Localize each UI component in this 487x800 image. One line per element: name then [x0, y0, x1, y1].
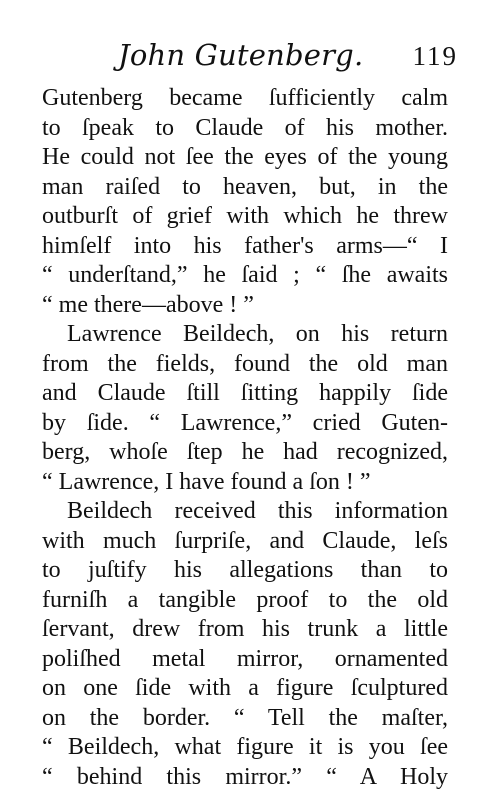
text-line: to ſpeak to Claude of his mother.: [42, 114, 448, 141]
text-line: furniſh a tangible proof to the old: [42, 586, 448, 613]
text-line: himſelf into his father's arms—“ I: [42, 232, 448, 259]
text-line: ſervant, drew from his trunk a little: [42, 616, 448, 642]
running-head: [118, 38, 458, 84]
text-line: outburſt of grief with which he threw: [42, 203, 448, 229]
running-title: John Gutenberg.: [118, 38, 364, 72]
text-line: man raiſed to heaven, but, in the: [42, 173, 448, 200]
text-line: by ſide. “ Lawrence,” cried Guten-: [42, 409, 448, 436]
text-line: from the fields, found the old man: [42, 350, 448, 377]
text-line: on one ſide with a figure ſculptured: [42, 675, 448, 701]
text-line: Gutenberg became ſufficiently calm: [42, 85, 448, 111]
text-line: He could not ſee the eyes of the young: [42, 144, 448, 170]
text-line: “ Beildech, what figure it is you ſee: [42, 734, 448, 760]
page-number: 119: [412, 41, 458, 71]
text-line: with much ſurpriſe, and Claude, leſs: [42, 527, 448, 554]
text-line: “ Lawrence, I have found a ſon ! ”: [42, 468, 371, 495]
text-line: to juſtify his allegations than to: [42, 557, 448, 583]
text-line: Beildech received this information: [67, 498, 448, 524]
text-line: berg, whoſe ſtep he had recognized,: [42, 439, 448, 465]
text-line: on the border. “ Tell the maſter,: [42, 704, 448, 731]
body-text: [42, 84, 448, 792]
text-line: and Claude ſtill ſitting happily ſide: [42, 380, 448, 406]
text-line: “ underſtand,” he ſaid ; “ ſhe awaits: [42, 262, 448, 288]
text-line: Lawrence Beildech, on his return: [67, 321, 448, 347]
text-line: poliſhed metal mirror, ornamented: [42, 645, 448, 672]
text-line: “ me there—above ! ”: [42, 291, 254, 318]
text-line: “ behind this mirror.” “ A Holy: [42, 763, 448, 790]
